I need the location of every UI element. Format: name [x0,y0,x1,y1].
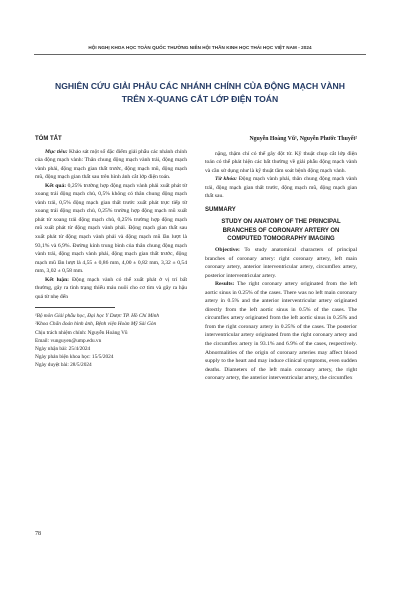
objective-text-vi: Khảo sát một số đặc điểm giải phẫu các nhánh chính của động mạch vành: Thân chung động mạch vành trái, động mạch vành phải, động mạch gian thất trước, động mạch mũ, động mạch mũ, động mạch gian thất sau trên hình ảnh cắt lớp điện toán. [35,148,187,181]
page-number: 78 [35,531,41,537]
objective-paragraph-en [205,246,357,280]
result-label-vi: Kết quả: [45,182,67,189]
result-text-vi: 0,25% trường hợp động mạch vành phải xuất phát từ xoang trái động mạch chủ, 0,5% không có thân chung động mạch vành trái, 0,5% động mạch gian thất trước xuất phát trực tiếp từ xoang trái động mạch chủ, 0,25% trường hợp động mạch mũ xuất phát từ xoang trái động mạch chủ, 0,25% trường hợp động mạch mũ xuất phát từ động mạch vành phải. Động mạch gian thất sau xuất phát từ động mạch vành phải và động mạch mũ lần lượt là 93,1% và 6,9%. Đường kính trung bình của thân chung động mạch vành trái, động mạch vành phải, động mạch gian thất trước, động mạch mũ lần lượt là 4,55 ± 0,86 mm, 4,00 ± 0,82 mm, 3,32 ± 0,54 mm, 3,02 ± 0,58 mm. [35,182,187,275]
article-title [34,80,366,105]
summary-heading-vi: TÓM TẮT [35,136,62,142]
author-list: Nguyễn Hoàng Vũ¹, Nguyễn Phước Thuyết² [249,136,357,142]
header-rule [34,54,366,55]
objective-text-en: To study anatomical characters of principal branches of coronary artery: right coronary artery, left main coronary artery, anterior interventricular artery, circumflex artery, posterior interventricular artery. [205,246,357,279]
results-paragraph-en [205,280,357,383]
result-paragraph-vi [35,182,187,276]
keywords-paragraph-vi [205,175,357,201]
footnote-affiliation-2: ²Khoa Chẩn đoán hình ảnh, Bệnh viện Hoàn Mỹ Sài Gòn [35,321,157,328]
conclusion-paragraph-vi [35,276,187,302]
summary-heading-en: SUMMARY [205,206,236,213]
objective-label-vi: Mục tiêu: [45,148,68,155]
results-label-en: Results: [215,281,235,288]
date-reviewed: Ngày phản biện khoa học: 15/5/2024 [35,353,114,360]
date-accepted: Ngày duyệt bài: 28/5/2024 [35,361,92,368]
keywords-label-vi: Từ khóa: [215,176,237,183]
footnote-separator [35,307,115,308]
conclusion-continuation-vi: nặng, thậm chí có thể gây đột tử. Kỹ thuật chụp cắt lớp điện toán có thể phát hiện các bất thường về giải phẫu động mạch vành và cần sử dụng như là kỹ thuật tầm soát bệnh động mạch vành. [205,150,357,174]
keywords-text-vi: Động mạch vành phải, thân chung động mạch vành trái, động mạch gian thất trước, động mạch mũ, động mạch gian thất sau. [205,176,358,200]
conclusion-text-vi: Động mạch vành có thể xuất phát ở vị trí bất thường, gây ra tình trạng thiếu máu nuôi cho cơ tim và gây ra hậu quả từ nhẹ đến [35,276,187,300]
objective-label-en: Objective: [215,246,240,253]
left-column [35,135,187,369]
corresponding-author: Chịu trách nhiệm chính: Nguyễn Hoàng Vũ [35,329,128,336]
results-text-en: The right coronary artery originated from the left aortic sinus in 0.25% of the cases. There was no left main coronary artery in 0.5% and the anterior interventricular artery originated directly from the left aortic sinus in 0.5% of the cases. The circumflex artery originated from the left aortic sinus in 0.25% and from the right coronary artery in 0.25% of the cases. The posterior interventricular artery originated from the right coronary artery and the circumflex artery in 93.1% and 6.9% of the cases, respectively. Abnormalities of the origin of coronary arteries may affect blood supply to the heart and may induce clinical symptoms, even sudden deaths. Diameters of the left main coronary artery, the right coronary artery, the anterior interventricular artery, the circumflex [205,281,357,382]
running-head: HỘI NGHỊ KHOA HỌC TOÀN QUỐC THƯỜNG NIÊN HỘI THẦN KINH HỌC THÁI HỌC VIỆT NAM - 2024 [88,45,312,50]
right-column [205,135,357,383]
author-email: Email: vunguyen@ump.edu.vn [35,337,102,344]
date-received: Ngày nhận bài: 25/4/2024 [35,345,91,352]
title-line-2: TRÊN X-QUANG CẮT LỚP ĐIỆN TOÁN [121,93,279,104]
footnote-affiliation-1: ¹Bộ môn Giải phẫu học, Đại học Y Dược TP. Hồ Chí Minh [35,313,160,320]
objective-paragraph-vi [35,148,187,182]
conclusion-label-vi: Kết luận: [45,276,70,283]
english-title: STUDY ON ANATOMY OF THE PRINCIPAL BRANCHES OF CORONARY ARTERY ON COMPUTED TOMOGRAPHY IMAGING [221,219,341,242]
title-line-1: NGHIÊN CỨU GIẢI PHẪU CÁC NHÁNH CHÍNH CỦA ĐỘNG MẠCH VÀNH [55,81,345,91]
